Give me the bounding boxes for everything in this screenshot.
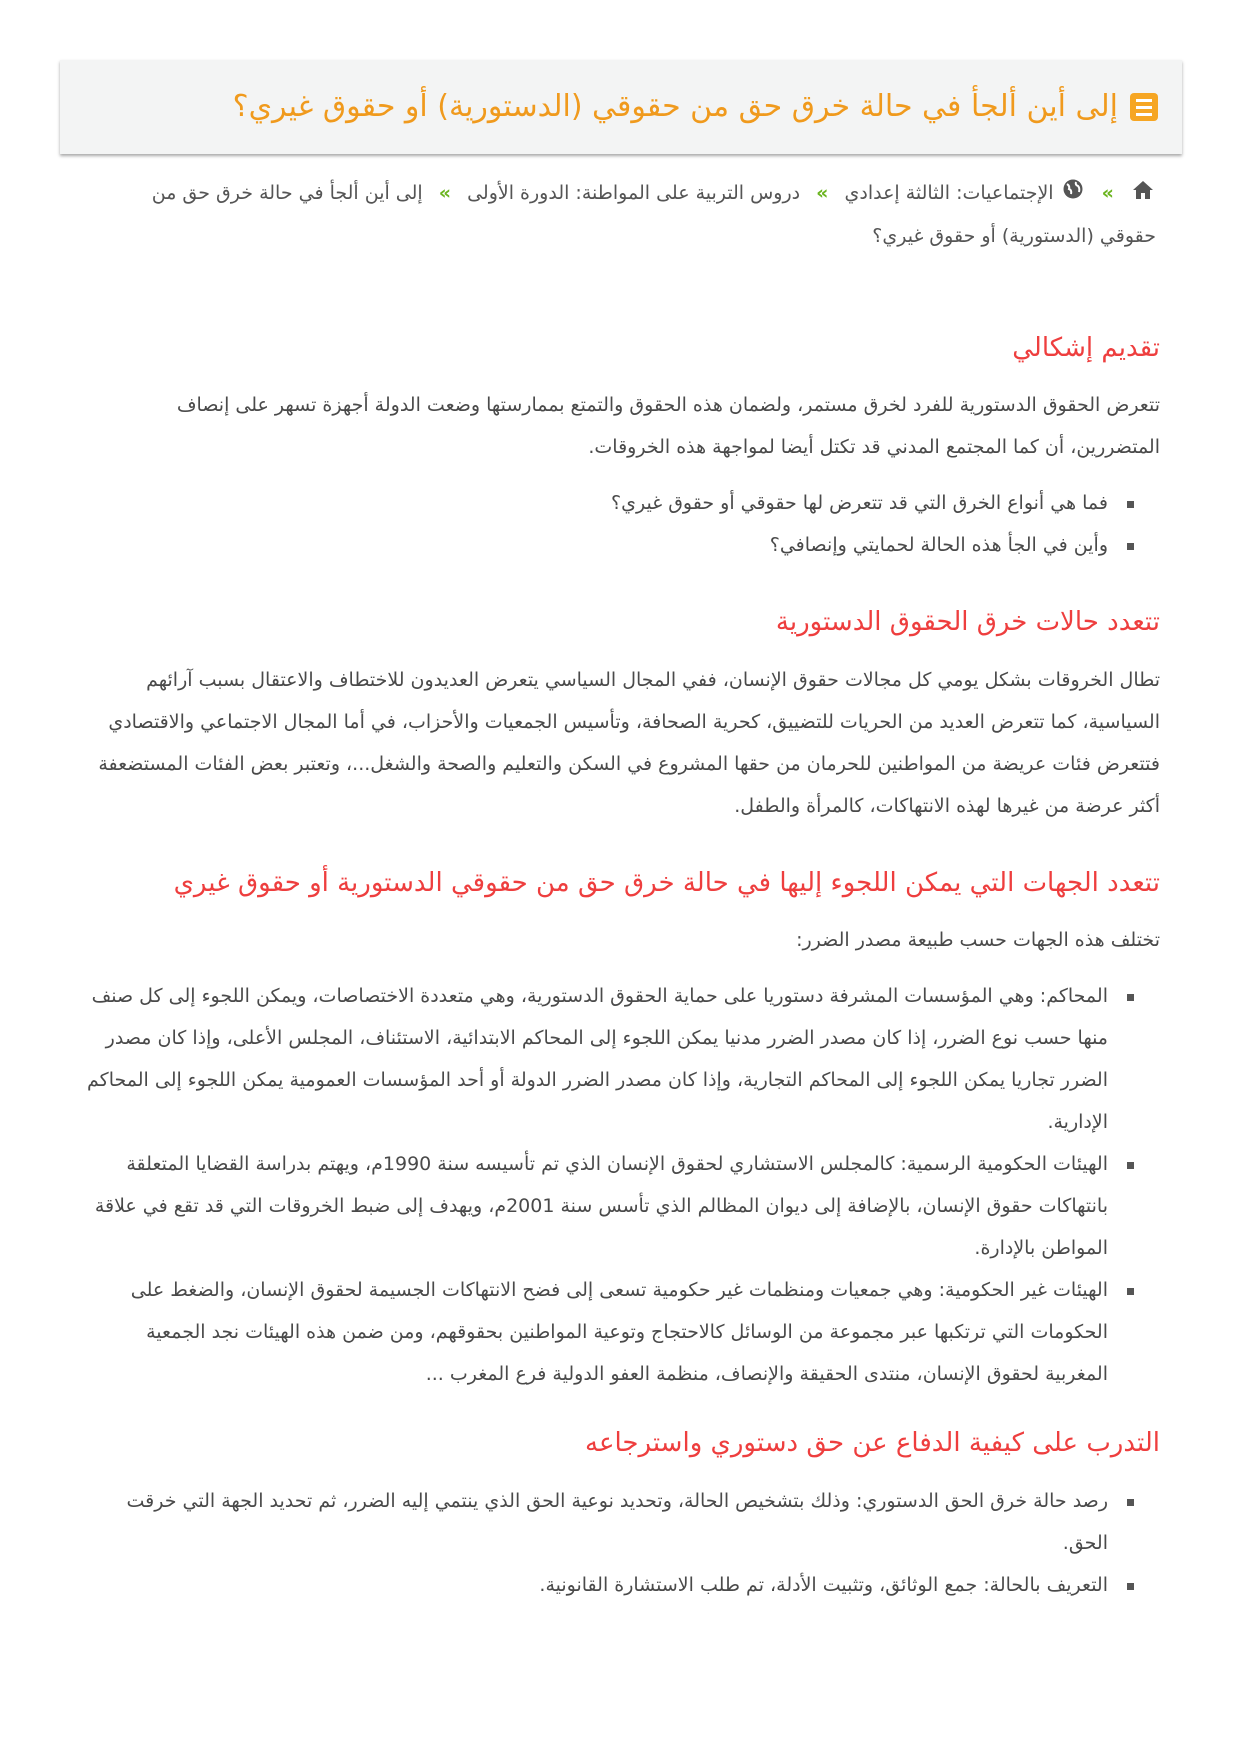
section-training (82, 1425, 1160, 1605)
breadcrumb-item-social-studies[interactable]: الإجتماعيات: الثالثة إعدادي (844, 182, 1054, 204)
breadcrumb-item-current: إلى أين ألجأ في حالة خرق حق من حقوقي (الدستورية) أو حقوق غيري؟ (151, 182, 1156, 247)
section-heading: تتعدد الجهات التي يمكن اللجوء إليها في حالة خرق حق من حقوقي الدستورية أو حقوق غيري (173, 867, 1160, 898)
section-paragraph: تطال الخروقات بشكل يومي كل مجالات حقوق الإنسان، ففي المجال السياسي يتعرض العديدون للاختطاف والاعتقال بسبب آرائهم السياسية، كما تتعرض العديد من الحريات للتضييق، كحرية الصحافة، وتأسيس الجمعيات والأحزاب، في أما المجال الاجتماعي والاقتصادي فتتعرض فئات عريضة من المواطنين للحرمان من حقها المشروع في السكن والتعليم والصحة والشغل...، وتعتبر بعض الفئات المستضعفة أكثر عرضة من غيرها لهذه الانتهاكات، كالمرأة والطفل. (98, 668, 1160, 817)
list-item: الهيئات الحكومية الرسمية: كالمجلس الاستشاري لحقوق الإنسان الذي تم تأسيسه سنة 1990م، ويهتم بدراسة القضايا المتعلقة بانتهاكات حقوق الإنسان، بالإضافة إلى ديوان المظالم الذي تأسس سنة 2001م، ويهدف إلى ضبط الخروقات التي قد تقع في علاقة المواطن بالإدارة. (82, 1143, 1134, 1269)
breadcrumb (100, 172, 1156, 257)
breadcrumb-item-citizenship-lessons[interactable]: دروس التربية على المواطنة: الدورة الأولى (467, 182, 801, 204)
list-item: التعريف بالحالة: جمع الوثائق، وتثبيت الأدلة، تم طلب الاستشارة القانونية. (82, 1564, 1134, 1606)
section-heading: التدرب على كيفية الدفاع عن حق دستوري واسترجاعه (585, 1428, 1160, 1459)
home-icon[interactable] (1132, 173, 1154, 215)
bullet-list (82, 482, 1160, 566)
section-heading: تقديم إشكالي (1012, 333, 1160, 363)
section-intro (82, 330, 1160, 566)
breadcrumb-separator: » (438, 182, 452, 204)
list-item: الهيئات غير الحكومية: وهي جمعيات ومنظمات غير حكومية تسعى إلى فضح الانتهاكات الجسيمة لحقوق الإنسان، والضغط على الحكومات التي ترتكبها عبر مجموعة من الوسائل كالاحتجاج وتوعية المواطنين بحقوقهم، ومن ضمن هذه الهيئات نجد الجمعية المغربية لحقوق الإنسان، منتدى الحقيقة والإنصاف، منظمة العفو الدولية فرع المغرب ... (82, 1269, 1134, 1395)
bullet-list (82, 975, 1160, 1395)
globe-icon (1062, 173, 1084, 215)
section-violations (82, 604, 1160, 826)
page-title: إلى أين ألجأ في حالة خرق حق من حقوقي (الدستورية) أو حقوق غيري؟ (232, 89, 1118, 124)
article-content (82, 330, 1160, 1636)
section-paragraph: تتعرض الحقوق الدستورية للفرد لخرق مستمر، ولضمان هذه الحقوق والتمتع بممارستها وضعت الدولة أجهزة تسهر على إنصاف المتضررين، أن كما المجتمع المدني قد تكتل أيضا لمواجهة هذه الخروقات. (176, 394, 1160, 459)
section-paragraph: تختلف هذه الجهات حسب طبيعة مصدر الضرر: (796, 929, 1160, 952)
bullet-list (82, 1480, 1160, 1606)
page-title-bar (60, 60, 1182, 154)
list-item: رصد حالة خرق الحق الدستوري: وذلك بتشخيص الحالة، وتحديد نوعية الحق الذي ينتمي إليه الضرر، ثم تحديد الجهة التي خرقت الحق. (82, 1480, 1134, 1564)
document-icon (1130, 93, 1158, 121)
list-item: فما هي أنواع الخرق التي قد تتعرض لها حقوقي أو حقوق غيري؟ (82, 482, 1134, 524)
breadcrumb-separator: » (1101, 182, 1114, 204)
section-heading: تتعدد حالات خرق الحقوق الدستورية (775, 607, 1160, 638)
list-item: وأين في الجأ هذه الحالة لحمايتي وإنصافي؟ (82, 524, 1134, 566)
list-item: المحاكم: وهي المؤسسات المشرفة دستوريا على حماية الحقوق الدستورية، وهي متعددة الاختصاصات، ويمكن اللجوء إلى كل صنف منها حسب نوع الضرر، إذا كان مصدر الضرر مدنيا يمكن اللجوء إلى المحاكم الابتدائية، الاستئناف، المجلس الأعلى، وإذا كان مصدر الضرر تجاريا يمكن اللجوء إلى المحاكم التجارية، وإذا كان مصدر الضرر الدولة أو أحد المؤسسات العمومية يمكن اللجوء إلى المحاكم الإدارية. (82, 975, 1134, 1143)
section-authorities (82, 865, 1160, 1395)
breadcrumb-separator: » (816, 182, 829, 204)
